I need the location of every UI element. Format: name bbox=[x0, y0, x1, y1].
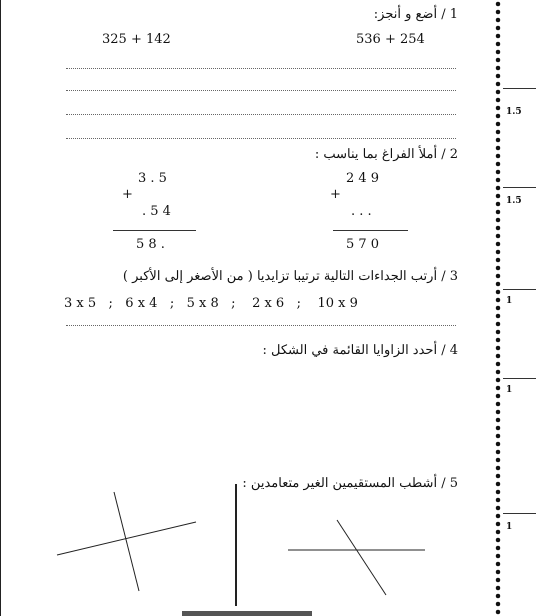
op-left-result: 5 8 . bbox=[136, 237, 165, 252]
score-divider bbox=[503, 378, 536, 379]
line-pair-1-b[interactable] bbox=[114, 492, 139, 591]
q5-title: 5 / أشطب المستقيمين الغير متعامدين : bbox=[242, 476, 458, 491]
score-divider bbox=[503, 187, 536, 188]
line-pair-3-b[interactable] bbox=[337, 520, 386, 595]
dotted-margin-column bbox=[494, 0, 502, 616]
op-right-plus: + bbox=[330, 187, 341, 202]
op-left-row1: 3 . 5 bbox=[138, 171, 167, 186]
op-right-row1: 2 4 9 bbox=[346, 171, 380, 186]
op-left-plus: + bbox=[122, 187, 133, 202]
op-right-row2: . . . bbox=[351, 204, 372, 219]
op-left-row2: . 5 4 bbox=[142, 204, 171, 219]
score-q1: 1.5 bbox=[506, 107, 522, 117]
q1-title: 1 / أضع و أنجز: bbox=[373, 7, 458, 22]
q3-title: 3 / أرتب الجداءات التالية ترتيبا تزايديا ( من الأصغر إلى الأكبر ) bbox=[122, 269, 458, 284]
score-divider bbox=[503, 289, 536, 290]
score-q3: 1 bbox=[506, 296, 513, 306]
score-q4: 1 bbox=[506, 385, 513, 395]
q2-title: 2 / أملأ الفراغ بما يناسب : bbox=[314, 147, 458, 162]
q1-expression-right: 536 + 254 bbox=[356, 32, 425, 47]
score-divider bbox=[503, 513, 536, 514]
q1-expression-left: 325 + 142 bbox=[102, 32, 171, 47]
score-q5: 1 bbox=[506, 522, 513, 532]
q4-title: 4 / أحدد الزاوايا القائمة في الشكل : bbox=[262, 343, 458, 358]
op-right-result: 5 7 0 bbox=[346, 237, 380, 252]
q3-products: 3 x 5 ; 6 x 4 ; 5 x 8 ; 2 x 6 ; 10 x 9 bbox=[64, 296, 358, 311]
score-divider bbox=[503, 88, 536, 89]
bottom-bar bbox=[182, 611, 312, 616]
score-q2: 1.5 bbox=[506, 196, 522, 206]
line-pair-1-a[interactable] bbox=[57, 522, 196, 555]
